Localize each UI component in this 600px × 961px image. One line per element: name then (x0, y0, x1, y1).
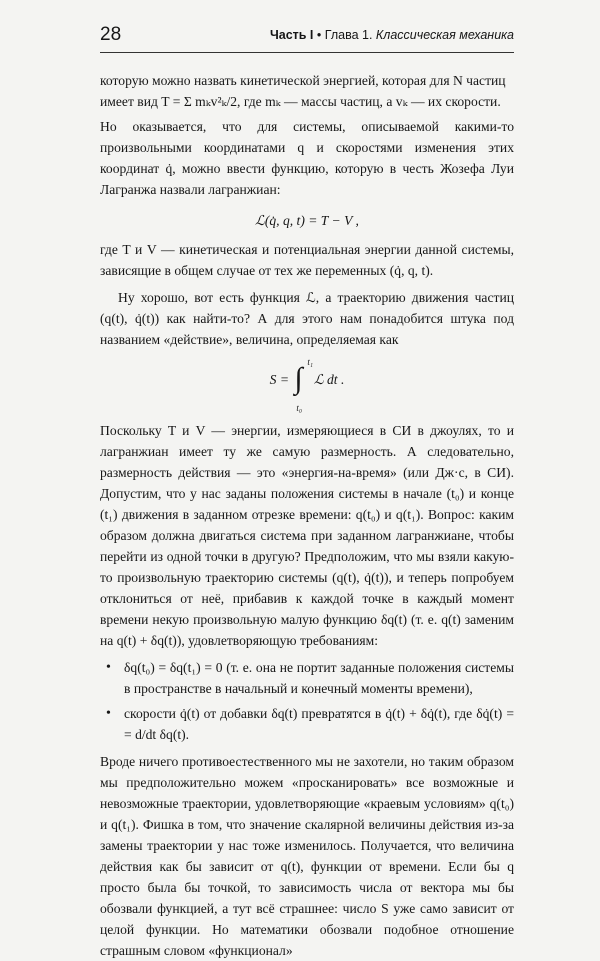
page-body (100, 70, 514, 961)
integral-sign: ∫ t₁ t₀ (292, 364, 310, 398)
action-equation (100, 357, 514, 413)
paragraph-6: Вроде ничего противоестественного мы не захотели, но таким образом мы предположительно можем «просканировать» все возможные и невозможные траектории, удовлетворяющие «краевым условиям» q(t₀) и q(t₁). Фишка в том, что значение скалярной величины действия из-за замены траектории у нас тоже изменилось. Получается, что величина действия как бы зависит от q(t), функции от времени. Если бы q просто была бы точкой, то зависимость числа от вектора мы бы обозвали функцией, а тут всё страшнее: число S уже само зависит от целой функции. Но математики обозвали подобное отношение страшным словом «функционал» (100, 754, 514, 958)
part-label: Часть I (269, 28, 314, 42)
integral-upper-limit: t₁ (307, 357, 314, 367)
list-item: • скорости q̇(t) от добавки δq(t) превратятся в q̇(t) + δq̇(t), где δq̇(t) = = d/dt δq(t). (100, 703, 514, 745)
chapter-label: Глава 1. (324, 28, 373, 42)
integral-lower-limit: t₀ (296, 403, 303, 413)
requirements-list (100, 657, 514, 745)
header-rule (100, 52, 514, 53)
running-title (270, 28, 514, 42)
paragraph-2: Но оказывается, что для системы, описываемой какими-то произвольными координатами q и скоростями изменения этих координат q̇, можно ввести функцию, которую в честь Жозефа Луи Лагранжа назвали лагранжиан: (100, 119, 514, 197)
chapter-title: Классическая механика (375, 28, 514, 42)
separator-dot: • (316, 28, 322, 42)
page-number: 28 (100, 24, 122, 45)
paragraph-5: Поскольку T и V — энергии, измеряющиеся в СИ в джоулях, то и лагранжиан имеет ту же самую размерность. А следовательно, размерность действия — это «энергия-на-время» (или Дж·с, в СИ). Допустим, что у нас заданы положения системы в начале (t₀) и конце (t₁) движения в заданном отрезке времени: q(t₀) и q(t₁). Вопрос: каким образом должна двигаться система при заданном лагранжиане, чтобы перейти из одной точки в другую? Предположим, что мы взяли какую-то произвольную траекторию системы (q(t), q̇(t)), и теперь попробуем отклониться от неё, прибавив к каждой точке в каждый момент времени некую произвольную малую функцию δq(t) (т. е. q(t) заменим на q(t) + δq(t)), удовлетворяющую требованиям: (100, 423, 514, 648)
paragraph-4: Ну хорошо, вот есть функция ℒ, а траекторию движения частиц (q(t), q̇(t)) как найти-то? А для этого нам понадобится штука под названием «действие», величина, определяемая как (100, 290, 514, 347)
paragraph-3: где T и V — кинетическая и потенциальная энергии данной системы, зависящие в общем случае от тех же переменных (q̇, q, t). (100, 242, 514, 278)
action-rhs: ℒ dt . (313, 372, 345, 388)
lagrangian-equation: ℒ(q̇, q, t) = T − V , (255, 213, 359, 228)
action-lhs: S = (269, 372, 289, 388)
paragraph-1-line-1: которую можно назвать кинетической энергией, которая для N частиц (100, 73, 506, 88)
paragraph-1-line-2: имеет вид T = Σ mₖv²ₖ/2, где mₖ — массы частиц, а vₖ — их скорости. (100, 94, 501, 109)
running-header (100, 22, 514, 56)
list-item: • δq(t₀) = δq(t₁) = 0 (т. е. она не портит заданные положения системы в пространстве в начальный и конечный моменты времени), (100, 657, 514, 699)
